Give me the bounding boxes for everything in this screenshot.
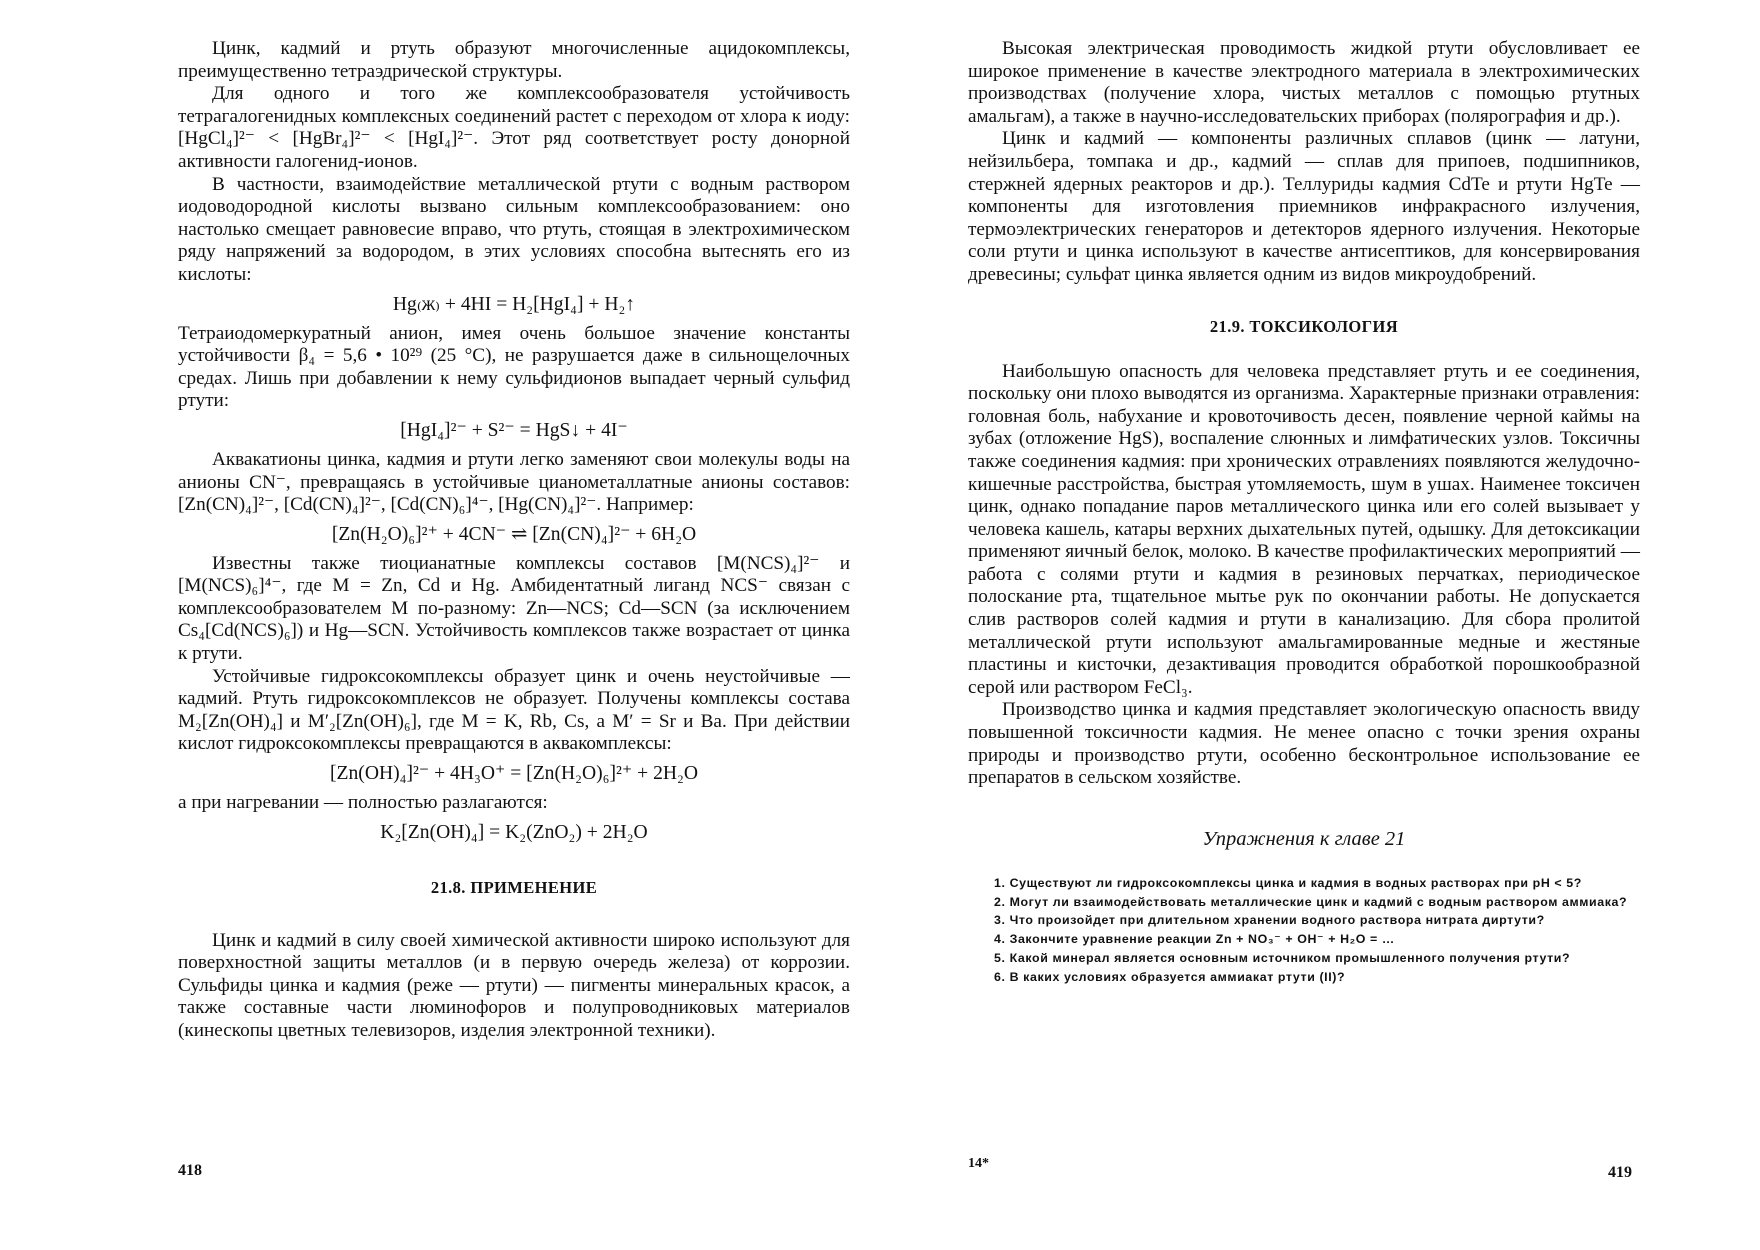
right-paragraph-2: Цинк и кадмий — компоненты различных сплавов (цинк — латуни, нейзильбера, томпака и др., кадмий — сплав для припоев, подшипников, стержней ядерных реакторов и др.). Теллуриды кадмия CdTe и ртути HgTe — компоненты для изготовления приемников инфракрасного излучения, термоэлектрических генераторов и детекторов ядерного излучения. Некоторые соли ртути и цинка используют в качестве антисептиков, для консервирования древесины; сульфат цинка является одним из видов микроудобрений. — [968, 128, 1640, 285]
left-paragraph-9: Цинк и кадмий в силу своей химической активности широко используют для поверхностной защиты металлов (и в первую очередь железа) от коррозии. Сульфиды цинка и кадмия (реже — ртути) — пигменты минеральных красок, а также составные части люминофоров и полупроводниковых материалов (кинескопы цветных телевизоров, изделия электронной техники). — [178, 929, 850, 1041]
page-number-right: 419 — [1608, 1164, 1632, 1181]
left-paragraph-3: В частности, взаимодействие металлической ртути с водным раствором иодоводородной кислоты вызвано сильным комплексообразованием: оно настолько смещает равновесие вправо, что ртуть, стоящая в электрохимическом ряду напряжений за водородом, в этих условиях способна вытеснять его из кислоты: — [178, 173, 850, 285]
left-paragraph-2: Для одного и того же комплексообразователя устойчивость тетрагалогенидных комплексных соединений растет с переходом от хлора к иоду: [HgCl₄]²⁻ < [HgBr₄]²⁻ < [HgI₄]²⁻. Этот ряд соответствует росту донорной активности галогенид-ионов. — [178, 83, 850, 172]
right-page — [968, 38, 1640, 988]
left-paragraph-8: а при нагревании — полностью разлагаются: — [178, 792, 548, 814]
signature-mark: 14* — [968, 1156, 989, 1171]
exercise-item: 2. Могут ли взаимодействовать металлические цинк и кадмий с водным раствором аммиака? — [994, 894, 1628, 909]
section-heading-21-9: 21.9. ТОКСИКОЛОГИЯ — [1209, 316, 1399, 336]
section-heading-21-8: 21.8. ПРИМЕНЕНИЕ — [430, 877, 598, 897]
left-paragraph-7: Устойчивые гидроксокомплексы образует цинк и очень неустойчивые — кадмий. Ртуть гидроксокомплексов не образует. Получены комплексы состава M₂[Zn(OH)₄] и M′₂[Zn(OH)₆], где M = K, Rb, Cs, а M′ = Sr и Ba. При действии кислот гидроксокомплексы превращаются в аквакомплексы: — [178, 665, 850, 755]
right-paragraph-4: Производство цинка и кадмия представляет экологическую опасность ввиду повышенной токсичности кадмия. Не менее опасно с точки зрения охраны природы и производство ртути, особенно бесконтрольное использование ее препаратов в сельском хозяйстве. — [968, 699, 1640, 789]
exercises-heading: Упражнения к главе 21 — [1202, 827, 1406, 850]
left-paragraph-4: Тетраиодомеркуратный анион, имея очень большое значение константы устойчивости β₄ = 5,6 • 10²⁹ (25 °C), не разрушается даже в сильнощелочных средах. Лишь при добавлении к нему сульфидионов выпадает черный сульфид ртути: — [178, 322, 850, 412]
left-page — [178, 38, 850, 1043]
exercise-item: 3. Что произойдет при длительном хранении водного раствора нитрата диртути? — [994, 913, 1545, 928]
exercise-list — [968, 875, 1640, 986]
left-paragraph-1: Цинк, кадмий и ртуть образуют многочисленные ацидокомплексы, преимущественно тетраэдрической структуры. — [178, 38, 850, 82]
page-number-left: 418 — [178, 1162, 202, 1179]
left-paragraph-5: Аквакатионы цинка, кадмия и ртути легко заменяют свои молекулы воды на анионы CN⁻, превращаясь в устойчивые цианометаллатные анионы составов: [Zn(CN)₄]²⁻, [Cd(CN)₄]²⁻, [Cd(CN)₆]⁴⁻, [Hg(CN)₄]²⁻. Например: — [178, 448, 850, 516]
right-paragraph-3: Наибольшую опасность для человека представляет ртуть и ее соединения, поскольку они плохо выводятся из организма. Характерные признаки отравления: головная боль, набухание и кровоточивость десен, появление черной каймы на зубах (отложение HgS), воспаление слюнных и лимфатических узлов. Токсичны также соединения кадмия: при хронических отравлениях появляются желудочно-кишечные расстройства, быстрая утомляемость, шум в ушах. Наименее токсичен цинк, однако попадание паров металлического цинка или его солей вызывает у человека кашель, катары верхних дыхательных путей, одышку. Для детоксикации применяют яичный белок, молоко. В качестве профилактических мероприятий — работа с солями ртути и кадмия в резиновых перчатках, периодическое полоскание рта, тщательное мытье рук по окончании работы. Не допускается слив растворов солей кадмия и ртути в канализацию. Для сбора пролитой металлической ртути используют амальгамированные медные и жестяные пластины и кисточки, дезактивация проводится обработкой порошкообразной серой или раствором FeCl₃. — [968, 360, 1640, 698]
equation-zn-cn: [Zn(H₂O)₆]²⁺ + 4CN⁻ ⇌ [Zn(CN)₄]²⁻ + 6H₂O — [331, 523, 697, 545]
exercise-item: 4. Закончите уравнение реакции Zn + NO₃⁻ + OH⁻ + H₂O = … — [994, 932, 1395, 947]
equation-zn-oh-acid: [Zn(OH)₄]²⁻ + 4H₃O⁺ = [Zn(H₂O)₆]²⁺ + 2H₂O — [330, 763, 698, 785]
exercise-item: 6. В каких условиях образуется аммиакат ртути (II)? — [994, 969, 1346, 984]
equation-hg-hi: Hg₍ж₎ + 4HI = H₂[HgI₄] + H₂↑ — [392, 293, 636, 315]
exercise-item: 5. Какой минерал является основным источником промышленного получения ртути? — [994, 951, 1571, 965]
right-paragraph-1: Высокая электрическая проводимость жидкой ртути обусловливает ее широкое применение в качестве электродного материала в электрохимических производствах (получение хлора, чистых металлов с помощью ртутных амальгам), а также в научно-исследовательских приборах (полярография и др.). — [968, 38, 1640, 127]
exercise-item: 1. Существуют ли гидроксокомплексы цинка и кадмия в водных растворах при pH < 5? — [994, 875, 1582, 890]
equation-hgs: [HgI₄]²⁻ + S²⁻ = HgS↓ + 4I⁻ — [400, 419, 628, 441]
left-paragraph-6: Известны также тиоцианатные комплексы составов [M(NCS)₄]²⁻ и [M(NCS)₆]⁴⁻, где M = Zn, Cd и Hg. Амбидентатный лиганд NCS⁻ связан с комплексообразователем M по-разному: Zn—NCS; Cd—SCN (за исключением Cs₄[Cd(NCS)₆]) и Hg—SCN. Устойчивость комплексов также возрастает от цинка к ртути. — [178, 552, 850, 665]
equation-zn-oh-heat: K₂[Zn(OH)₄] = K₂(ZnO₂) + 2H₂O — [380, 821, 648, 843]
